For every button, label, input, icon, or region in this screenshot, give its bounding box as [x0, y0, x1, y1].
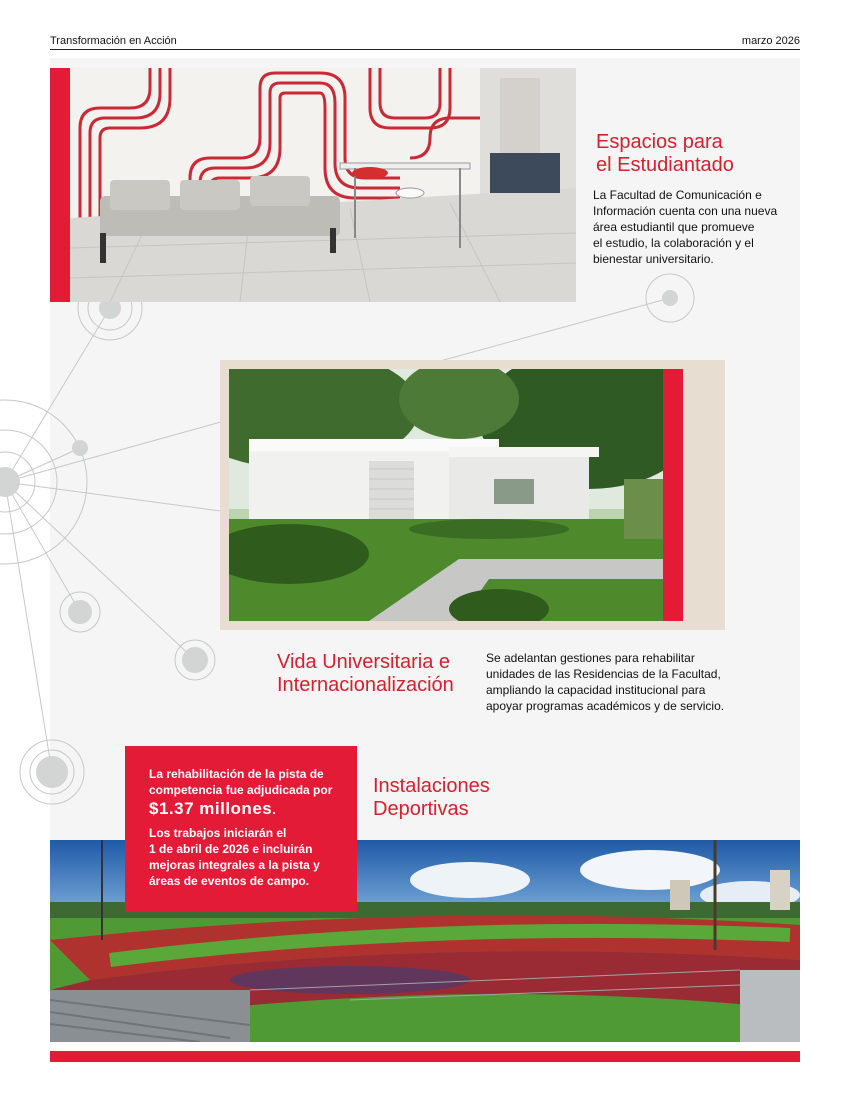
header-title: Transformación en Acción — [50, 35, 177, 47]
deportes-title: Instalaciones Deportivas — [373, 775, 490, 820]
header-date: marzo 2026 — [741, 35, 800, 47]
espacios-title: Espacios para el Estudiantado — [596, 131, 734, 176]
callout-line2: competencia fue adjudicada por — [149, 783, 333, 797]
callout-amount: $1.37 millones. — [149, 799, 277, 818]
vida-body: Se adelantan gestiones para rehabilitar unidades de las Residencias de la Facultad, ampliando la capacidad institucional para apoyar programas académicos y de servicio. — [486, 651, 725, 713]
funding-callout — [125, 746, 357, 912]
vida-title: Vida Universitaria e Internacionalización — [277, 651, 454, 696]
student-lounge-photo — [70, 68, 576, 302]
callout-body: Los trabajos iniciarán el 1 de abril de 2026 e incluirán mejoras integrales a la pista y áreas de eventos de campo. — [149, 826, 320, 888]
callout-line1: La rehabilitación de la pista de — [149, 767, 324, 781]
photo-accent-bar — [663, 369, 683, 621]
espacios-body: La Facultad de Comunicación e Información cuenta con una nueva área estudiantil que promueve el estudio, la colaboración y el bienestar universitario. — [593, 188, 778, 266]
photo-accent-bar — [50, 68, 70, 302]
footer-bar — [50, 1051, 800, 1062]
residence-photo — [229, 369, 663, 621]
